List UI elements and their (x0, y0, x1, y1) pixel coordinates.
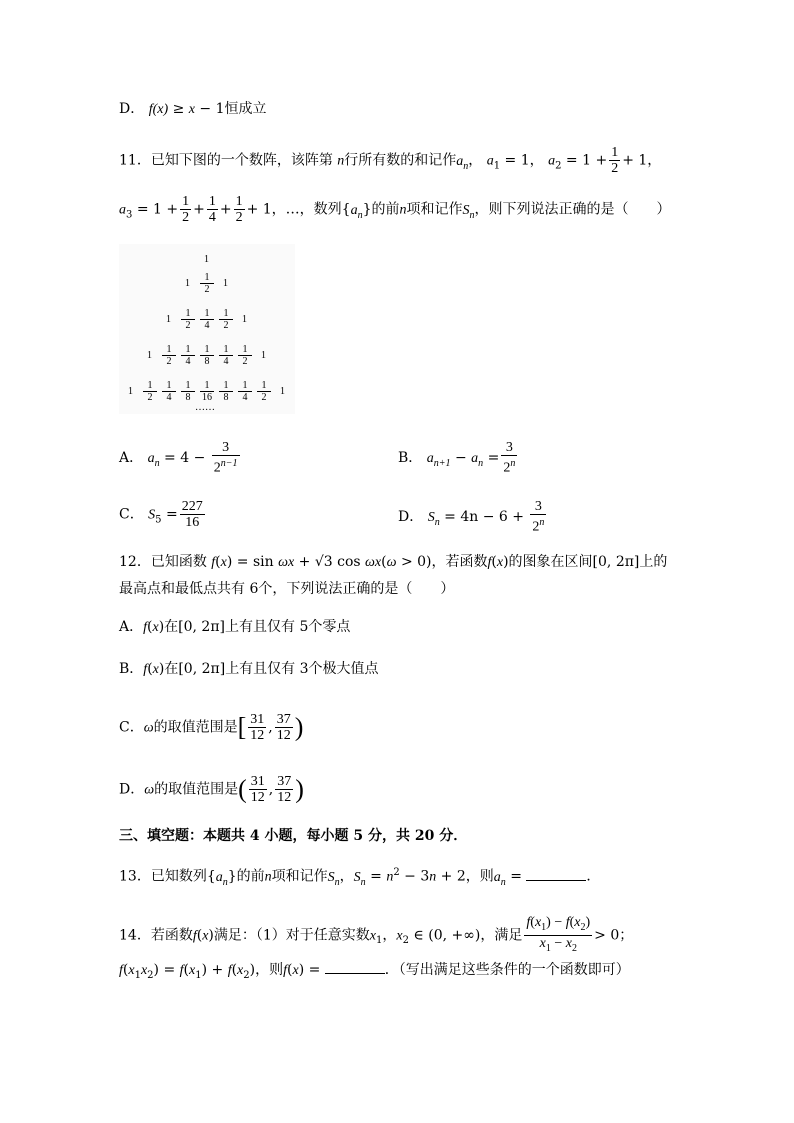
section-heading: 三、填空题：本题共 4 小题，每小题 5 分，共 20 分． (119, 828, 468, 844)
q11-option-c: C． $S_5$ = $\frac{227}{16}$ (119, 499, 203, 530)
triangle-entry: 1 (147, 350, 152, 361)
q12-option-c: C．ω的取值范围是[ $\frac{31}{12}$ , $\frac{37}{12}$ ) (119, 712, 304, 743)
q14-line2: $f(x_1x_2) = f(x_1) + f(x_2)$，则f(x) = ．（写出满足这些条件的一个函数即可） (119, 959, 630, 986)
triangle-entry: 1 8 (219, 380, 233, 403)
triangle-entry: 1 4 (181, 344, 195, 367)
triangle-entry: 1 (280, 386, 285, 397)
prev-option-d: D． f(x) ≥ x − 1恒成立 (119, 101, 267, 117)
answer-blank[interactable] (325, 959, 385, 974)
triangle-entry: 1 8 (200, 344, 214, 367)
triangle-entry: 1 (223, 278, 228, 289)
number-triangle (119, 244, 295, 414)
triangle-entry: 1 (185, 278, 190, 289)
triangle-entry: 1 4 (162, 380, 176, 403)
triangle-entry: 1 2 (143, 380, 157, 403)
prev-option-d-expr: f (148, 102, 153, 117)
q11-option-d: D． $S_n = 4n - 6$ + $\frac{3}{2^n}$ (398, 499, 545, 535)
answer-blank[interactable] (526, 866, 586, 881)
triangle-entry: 1 4 (200, 308, 214, 331)
triangle-entry: 1 2 (181, 308, 195, 331)
q12-line1: 12．已知函数 f(x) = sin ωx + √3 cos ωx(ω > 0)，若函数f(x)的图象在区间[0, 2π]上的 (119, 554, 668, 570)
q13: 13．已知数列$\{a_n\}$的前n项和记作$S_n$，$S_n = n^2 - 3n + 2$，则$a_n$ = ． (119, 867, 601, 888)
triangle-entry: 1 2 (257, 380, 271, 403)
q11-line1: 11．已知下图的一个数阵，该阵第 n行所有数的和记作$a_n$， $a_1 = 1$， $a_2 = 1$ + $\frac{1}{2}$ + 1， (119, 145, 662, 176)
frac: $\frac{1}{2}$ (611, 145, 619, 176)
triangle-entry: 1 (204, 254, 209, 265)
triangle-entry: 1 (166, 314, 171, 325)
triangle-ellipsis: …… (195, 402, 215, 413)
triangle-entry: 1 2 (162, 344, 176, 367)
triangle-entry: 1 2 (200, 272, 214, 295)
q11-line2: $a_3 = 1$ + $\frac{1}{2}$ + $\frac{1}{4}$ + $\frac{1}{2}$ + 1，…，数列$\{a_n\}$的前n项和记作$S_n$，则下列说法正确的是（ ） (119, 194, 671, 225)
triangle-entry: 1 8 (181, 380, 195, 403)
triangle-entry: 1 4 (238, 380, 252, 403)
triangle-entry: 1 16 (202, 380, 212, 403)
q11-option-a: A． $a_n = 4$ − $\frac{3}{2^{n-1}}$ (119, 440, 238, 476)
triangle-entry: 1 (261, 350, 266, 361)
q12-line2: 最高点和最低点共有 6个，下列说法正确的是（ ） (119, 581, 455, 597)
triangle-entry: 1 2 (238, 344, 252, 367)
q14-line1: 14．若函数f(x)满足：（1）对于任意实数$x_1$，$x_2$ ∈ (0, +∞)，满足 $\frac{f(x_1) - f(x_2)}{x_1 - x_2}$ > 0； (119, 915, 634, 954)
q12-option-d: D．ω的取值范围是( $\frac{31}{12}$ , $\frac{37}{12}$ ) (119, 774, 304, 805)
triangle-entry: 1 (128, 386, 133, 397)
triangle-entry: 1 (242, 314, 247, 325)
q12-option-b: B．f(x)在[0, 2π]上有且仅有 3个极大值点 (119, 661, 379, 677)
q11-option-b: B． $a_{n+1} - a_n$ = $\frac{3}{2^n}$ (398, 440, 516, 476)
triangle-entry: 1 4 (219, 344, 233, 367)
triangle-entry: 1 2 (219, 308, 233, 331)
q12-option-a: A．f(x)在[0, 2π]上有且仅有 5个零点 (119, 619, 351, 635)
